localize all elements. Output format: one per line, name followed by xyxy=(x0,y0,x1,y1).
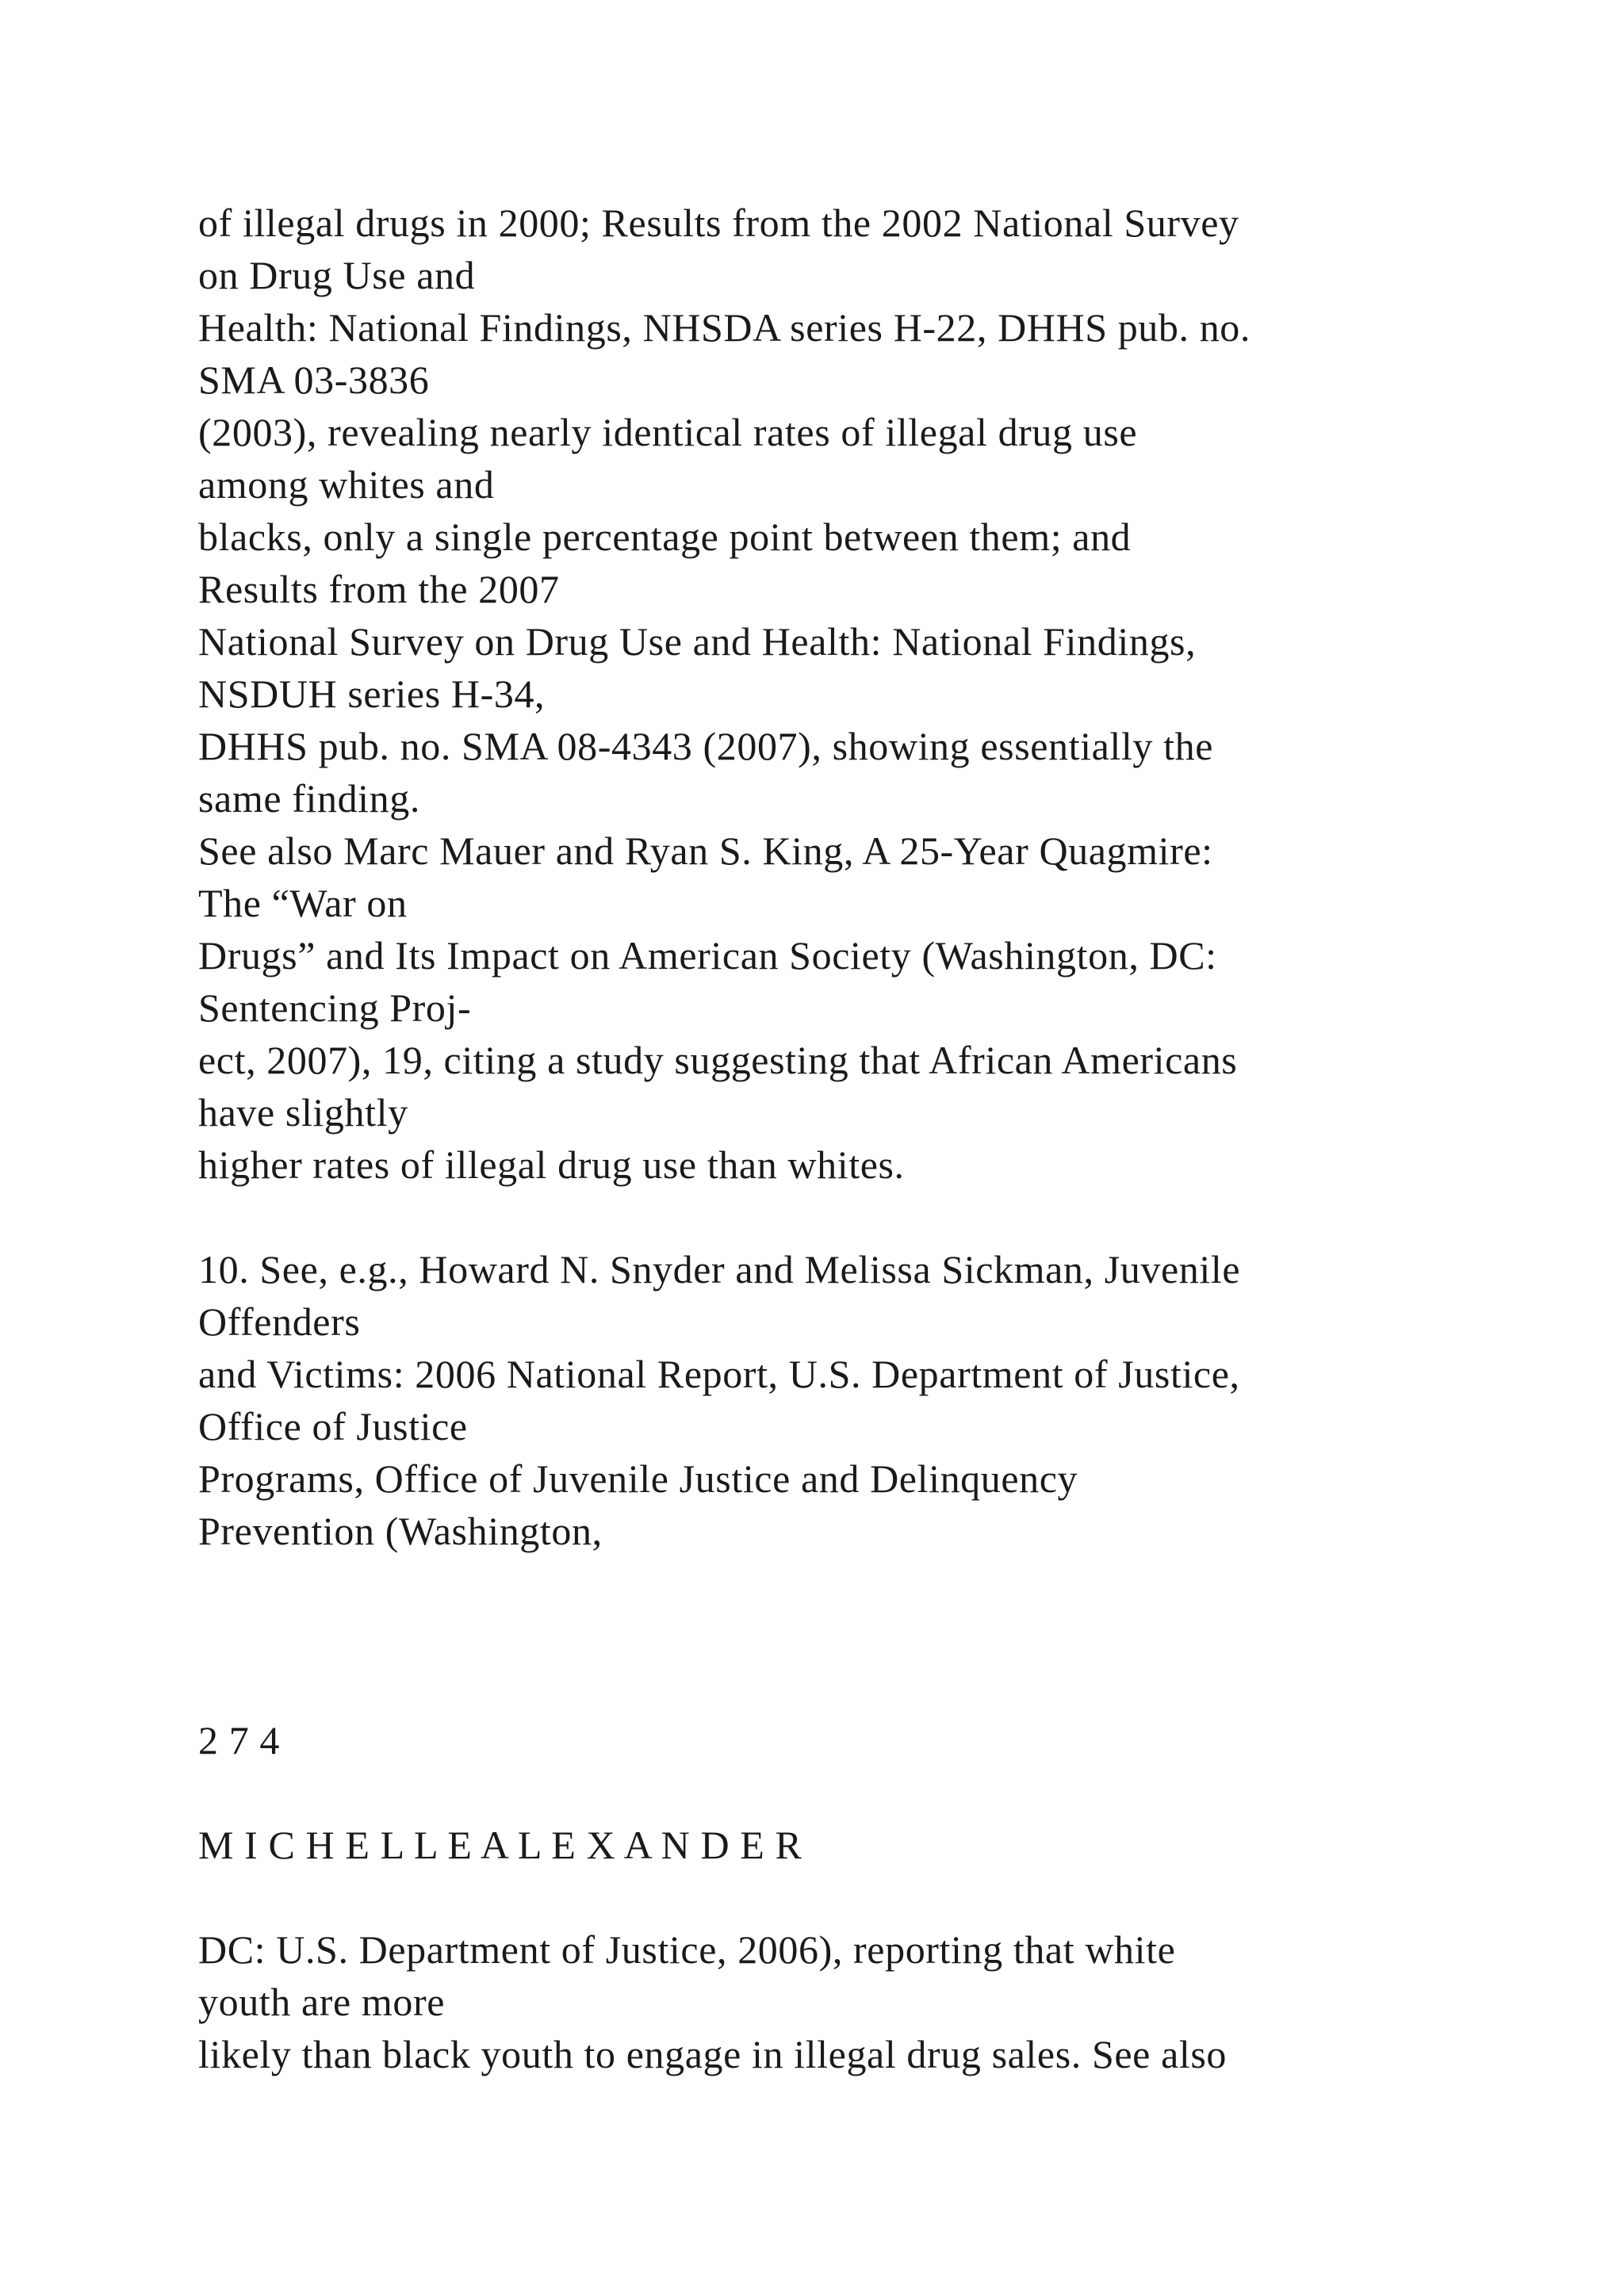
text-line: Drugs” and Its Impact on American Society (Washington, DC: xyxy=(198,933,1217,978)
text-line: likely than black youth to engage in illegal drug sales. See also xyxy=(198,2032,1228,2076)
running-header-author: M I C H E L L E A L E X A N D E R xyxy=(198,1823,802,1867)
text-line: among whites and xyxy=(198,462,495,507)
text-line: SMA 03-3836 xyxy=(198,358,430,402)
text-line: on Drug Use and xyxy=(198,253,476,297)
footnote-line: Prevention (Washington, xyxy=(198,1509,603,1553)
text-line: Results from the 2007 xyxy=(198,567,560,611)
footnote-line: Programs, Office of Juvenile Justice and Delinquency xyxy=(198,1456,1078,1501)
footnote-line: Offenders xyxy=(198,1299,361,1344)
text-line: have slightly xyxy=(198,1090,408,1135)
text-line: DC: U.S. Department of Justice, 2006), reporting that white xyxy=(198,1927,1176,1972)
text-line: of illegal drugs in 2000; Results from the 2002 National Survey xyxy=(198,201,1239,245)
text-line: National Survey on Drug Use and Health: National Findings, xyxy=(198,619,1197,664)
text-line: blacks, only a single percentage point between them; and xyxy=(198,515,1132,559)
footnote-line: Office of Justice xyxy=(198,1404,468,1448)
text-line: youth are more xyxy=(198,1980,446,2024)
text-line: The “War on xyxy=(198,881,408,925)
page-number: 2 7 4 xyxy=(198,1718,280,1762)
footnote-line: and Victims: 2006 National Report, U.S. Department of Justice, xyxy=(198,1352,1240,1396)
text-line: NSDUH series H-34, xyxy=(198,672,546,716)
text-line: See also Marc Mauer and Ryan S. King, A 25-Year Quagmire: xyxy=(198,828,1213,873)
footnote-line: 10. See, e.g., Howard N. Snyder and Melissa Sickman, Juvenile xyxy=(198,1247,1241,1292)
text-line: DHHS pub. no. SMA 08-4343 (2007), showing essentially the xyxy=(198,724,1214,768)
text-line: Health: National Findings, NHSDA series H-22, DHHS pub. no. xyxy=(198,305,1251,350)
text-line: same finding. xyxy=(198,776,420,821)
text-line: Sentencing Proj- xyxy=(198,985,472,1030)
text-line: ect, 2007), 19, citing a study suggesting that African Americans xyxy=(198,1038,1238,1082)
text-line: higher rates of illegal drug use than whites. xyxy=(198,1142,905,1187)
text-line: (2003), revealing nearly identical rates of illegal drug use xyxy=(198,410,1138,454)
